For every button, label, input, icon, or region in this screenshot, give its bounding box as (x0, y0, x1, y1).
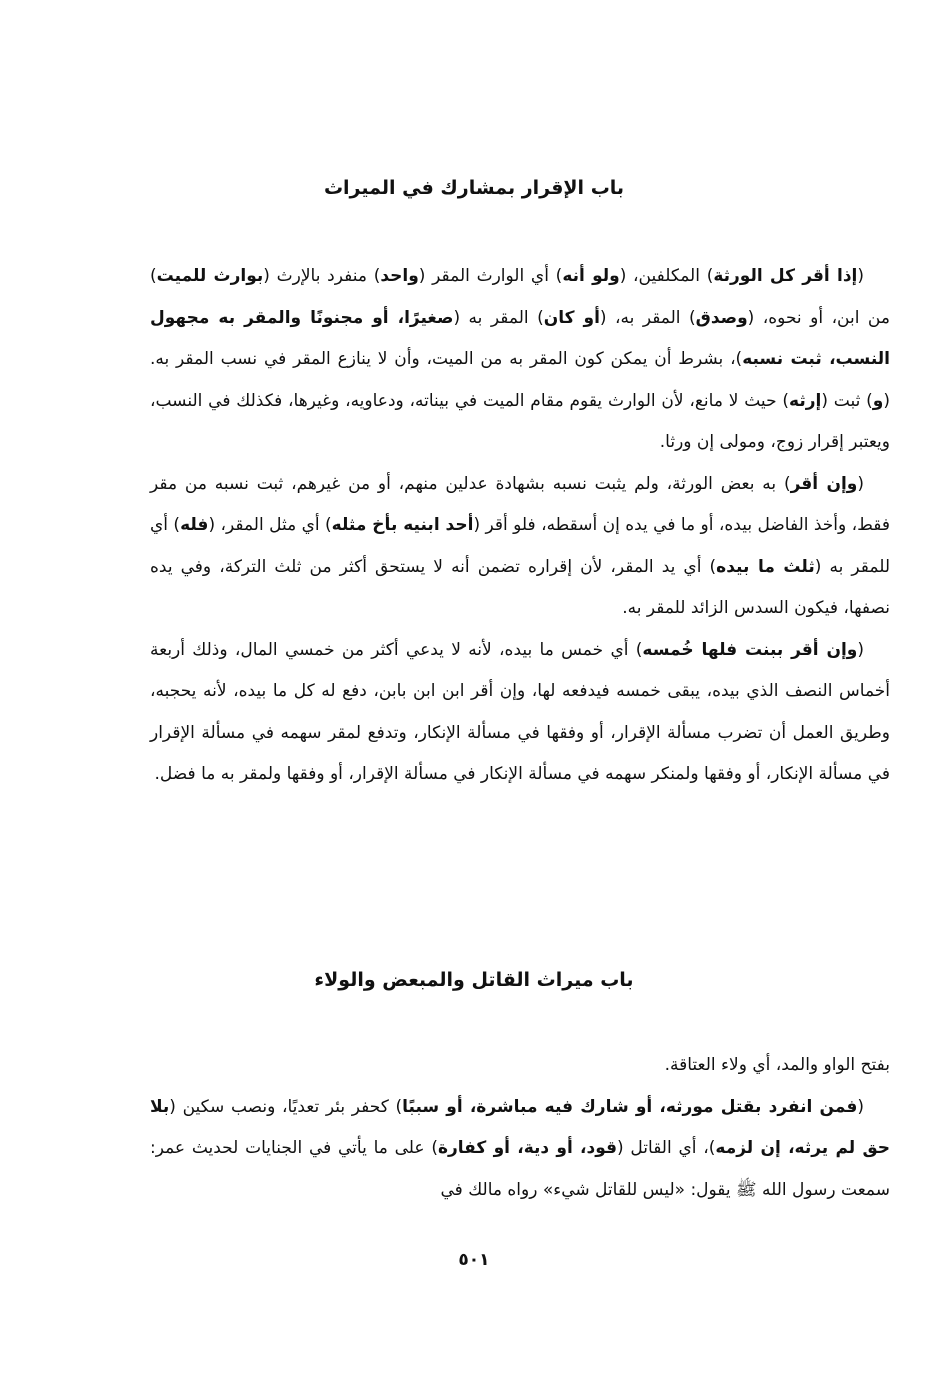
paragraph: بفتح الواو والمد، أي ولاء العتاقة. (664, 1055, 890, 1075)
chapter-body-killer-inheritance (150, 1045, 890, 1211)
chapter-heading-inheritance-acknowledgment: باب الإقرار بمشارك في الميراث (323, 177, 625, 199)
paragraph: (إذا أقر كل الورثة) المكلفين، (ولو أنه) أي الوارث المقر (واحد) منفرد بالإرث (بوارث للميت) من ابن، أو نحوه، (وصدق) المقر به، (أو كان) المقر به (صغيرًا، أو مجنونًا والمقر به مجهول النسب، ثبت نسبه)، بشرط أن يمكن كون المقر به من الميت، وأن لا ينازع المقر في نسب المقر به. (و) ثبت (إرثه) حيث لا مانع، لأن الوارث يقوم مقام الميت في بيناته، ودعاويه، وغيرها، فكذلك في النسب، ويعتبر إقرار زوج، ومولى إن ورثا. (150, 266, 890, 452)
paragraph: (وإن أقر ببنت فلها خُمسه) أي خمس ما بيده، لأنه لا يدعي أكثر من خمسي المال، وذلك أربعة أخماس النصف الذي بيده، يبقى خمسه فيدفعه لها، وإن أقر ابن ابن بابن، دفع له كل ما بيده، لأنه يحجبه، وطريق العمل أن تضرب مسألة الإقرار، أو وفقها في مسألة الإنكار، وتدفع لمقر سهمه في مسألة الإقرار في مسألة الإنكار، أو وفقها ولمنكر سهمه في مسألة الإنكار في مسألة الإقرار، أو وفقها ولمقر به ما فضل. (150, 639, 890, 784)
page-number: ٥٠١ (458, 1250, 490, 1270)
chapter-body-inheritance-acknowledgment (150, 256, 890, 796)
chapter-heading-killer-inheritance: باب ميراث القاتل والمبعض والولاء (314, 969, 634, 991)
paragraph: (وإن أقر) به بعض الورثة، ولم يثبت نسبه بشهادة عدلين منهم، أو من غيرهم، ثبت نسبه من مقر فقط، وأخذ الفاضل بيده، أو ما في يده إن أسقطه، فلو أقر (أحد ابنيه بأخ مثله) أي مثل المقر، (فله) أي للمقر به (ثلث ما بيده) أي يد المقر، لأن إقراره تضمن أنه لا يستحق أكثر من ثلث التركة، وفي يده نصفها، فيكون السدس الزائد للمقر به. (149, 473, 891, 618)
paragraph: (فمن انفرد بقتل مورثه، أو شارك فيه مباشرة، أو سببًا) كحفر بئر تعديًا، ونصب سكين (بلا حق لم يرثه، إن لزمه)، أي القاتل (قود، أو دية، أو كفارة) على ما يأتي في الجنايات لحديث عمر: سمعت رسول الله ﷺ يقول: «ليس للقاتل شيء» رواه مالك في (150, 1096, 891, 1200)
